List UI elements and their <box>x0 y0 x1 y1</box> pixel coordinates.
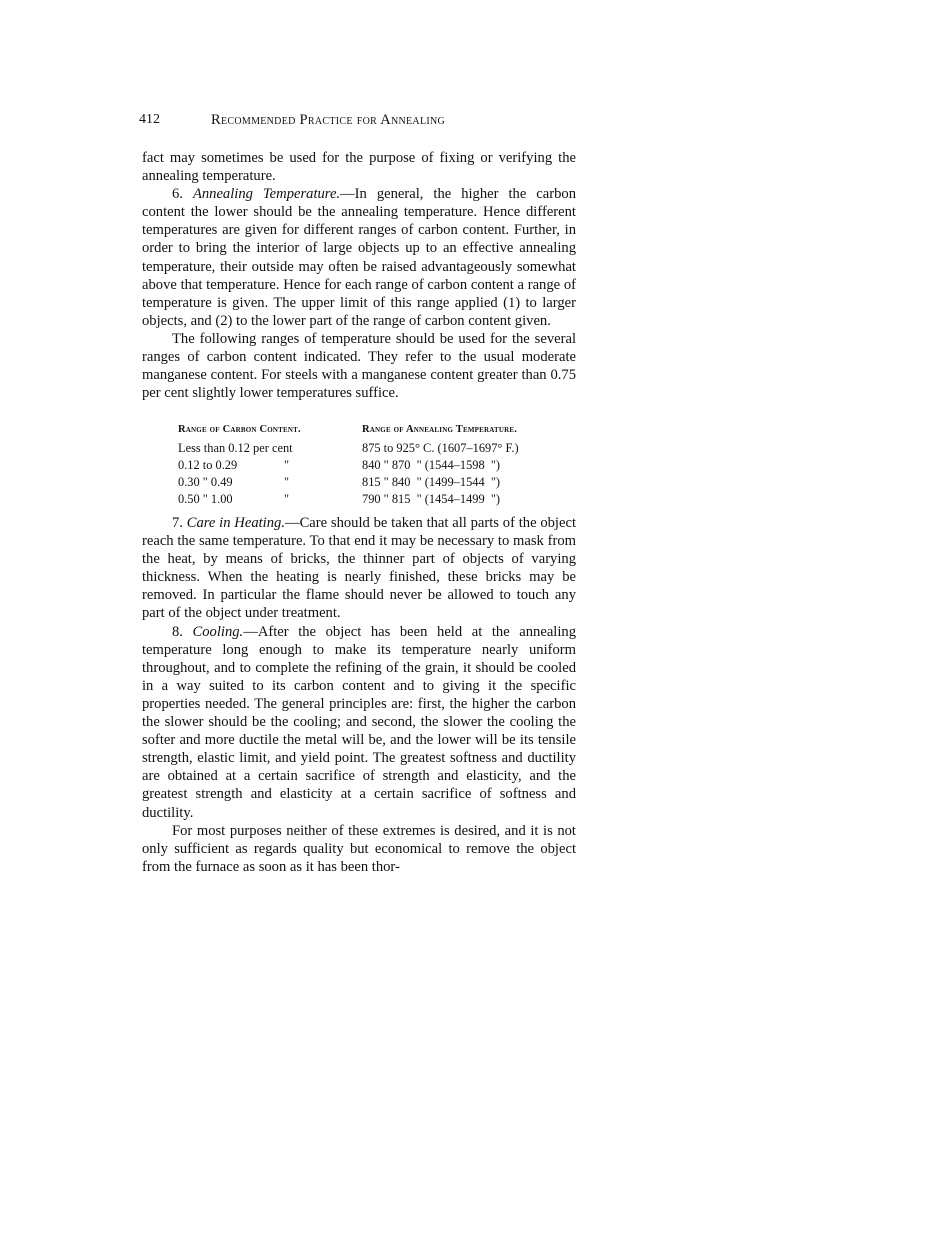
ditto-mark: " <box>284 492 290 506</box>
section-number: 8. <box>172 623 193 640</box>
running-head <box>139 112 579 132</box>
ditto-mark: " <box>284 458 290 472</box>
section-heading-care-in-heating: Care in Heating. <box>186 515 285 531</box>
carbon-range: 0.50 " 1.00 <box>178 492 233 506</box>
table-header-temperature: Range of Annealing Temperature. <box>362 424 518 435</box>
table-row <box>142 475 576 491</box>
section-number: 6. <box>172 186 193 203</box>
paragraph-text: —After the object has been held at the annealing temperature long enough to make its temperature nearly uniform throughout, and to complete the refining of the grain, it should be cooled in a way suited to its carbon content and to giving it the specific properties needed. The general principles are: first, the higher the carbon the slower should be the cooling; and second, the slower the cooling the softer and more ductile the metal will be, and the lower will be its tensile strength, elastic limit, and yield point. The greatest softness and ductility are obtained at a certain sacrifice of strength and elasticity, and the greatest strength and elasticity at a certain sacrifice of softness and ductility. <box>142 623 576 821</box>
paragraph-cooling <box>142 623 576 822</box>
paragraph-extremes: For most purposes neither of these extremes is desired, and it is not only sufficient as regards quality but economical to remove the object from the furnace as soon as it has been thor- <box>142 822 576 875</box>
table-row <box>142 458 576 474</box>
table-row <box>142 441 576 457</box>
table-header-carbon: Range of Carbon Content. <box>178 424 301 435</box>
body-text-top <box>142 149 576 402</box>
section-number: 7. <box>172 515 187 531</box>
temperature-table <box>142 424 576 504</box>
temperature-range: 840 " 870 " (1544–1598 ") <box>362 458 501 472</box>
body-text-bottom <box>142 514 576 876</box>
table-row <box>142 492 576 508</box>
section-heading-cooling: Cooling. <box>192 623 244 640</box>
carbon-range: 0.30 " 0.49 <box>178 475 233 489</box>
page-number: 412 <box>139 112 160 127</box>
carbon-range: 0.12 to 0.29 <box>178 458 238 472</box>
paragraph-ranges: The following ranges of temperature should be used for the several ranges of carbon content indicated. They refer to the usual moderate manganese content. For steels with a manganese content greater than 0.75 per cent slightly lower temperatures suffice. <box>142 330 576 402</box>
carbon-range: Less than 0.12 per cent <box>178 441 293 455</box>
ditto-mark: " <box>284 475 290 489</box>
paragraph-care-in-heating <box>142 514 576 623</box>
paragraph-annealing-temperature <box>142 185 576 330</box>
running-title: Recommended Practice for Annealing <box>211 112 446 128</box>
temperature-range: 790 " 815 " (1454–1499 ") <box>362 492 501 506</box>
temperature-range: 815 " 840 " (1499–1544 ") <box>362 475 501 489</box>
paragraph-text: —Care should be taken that all parts of the object reach the same temperature. To that end it may be necessary to mask from the heat, by means of bricks, the thinner part of objects of varying thickness. When the heating is nearly finished, these bricks may be removed. In particular the flame should never be allowed to touch any part of the object under treatment. <box>142 515 576 622</box>
paragraph-continuation: fact may sometimes be used for the purpose of fixing or verifying the annealing temperature. <box>142 150 576 185</box>
paragraph-text: —In general, the higher the carbon content the lower should be the annealing temperature. Hence different temperatures are given for different ranges of carbon content. Further, in order to bring the interior of large objects up to an effective annealing temperature, their outside may often be raised advantageously somewhat above that temperature. Hence for each range of carbon content a range of temperature is given. The upper limit of this range applied (1) to larger objects, and (2) to the lower part of the range of carbon content given. <box>142 186 577 329</box>
section-heading-annealing-temperature: Annealing Temperature. <box>192 186 341 203</box>
temperature-range: 875 to 925° C. (1607–1697° F.) <box>362 441 519 455</box>
